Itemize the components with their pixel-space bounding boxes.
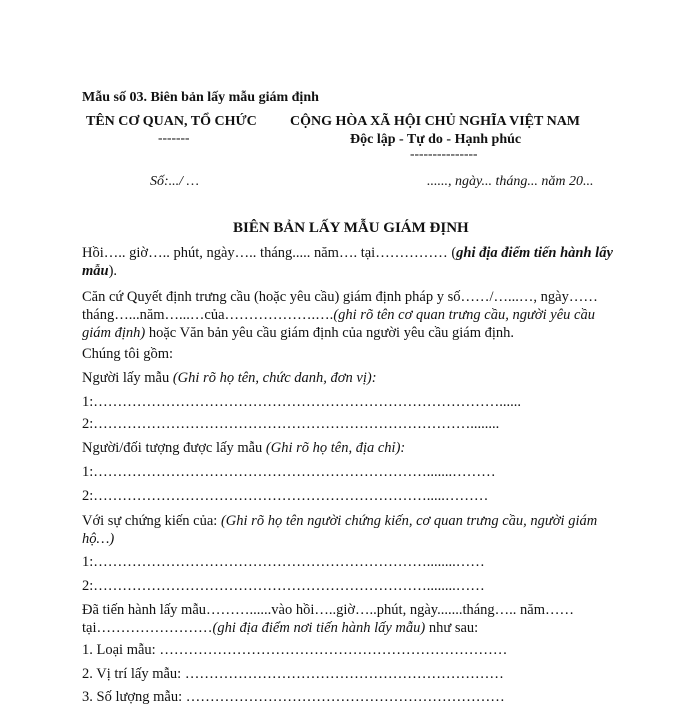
witness-line-2: 2:……………………………………………………………........…… — [82, 578, 485, 594]
document-title: BIÊN BẢN LẤY MẪU GIÁM ĐỊNH — [233, 220, 469, 236]
item-sample-location: 2. Vị trí lấy mẫu: ………………………………………………………… — [82, 666, 504, 682]
witness-label: Với sự chứng kiến của: — [82, 513, 221, 529]
done-end: như sau: — [425, 620, 479, 636]
subject-line-2: 2:…………………………………………………………….....……… — [82, 488, 489, 504]
p1-hint: ghi địa điểm tiến hành lấy mẫu — [82, 245, 613, 279]
p1-text: Hồi….. giờ….. phút, ngày….. tháng..... năm…. tại…………… ( — [82, 245, 457, 261]
paragraph-we-include: Chúng tôi gồm: — [82, 346, 174, 362]
document-number: Số:.../ … — [150, 174, 199, 189]
sampler-line-2: 2:……………………………………………………………………........ — [82, 416, 500, 432]
item-sample-quantity: 3. Số lượng mẫu: ………………………………………………………… — [82, 689, 505, 705]
motto: Độc lập - Tự do - Hạnh phúc — [350, 132, 522, 147]
sampler-heading — [82, 370, 377, 387]
p2-hint: (ghi rõ tên cơ quan trưng cầu, người yêu cầu giám định) — [82, 307, 595, 341]
witness-hint: (Ghi rõ họ tên người chứng kiến, cơ quan trưng cầu, người giám hộ…) — [82, 513, 598, 547]
sampler-label: Người lấy mẫu — [82, 370, 173, 386]
subject-heading — [82, 440, 405, 457]
document-date: ......, ngày... tháng... năm 20... — [427, 174, 594, 189]
item-sample-type: 1. Loại mẫu: ……………………………………………………………… — [82, 642, 508, 658]
done-text: Đã tiến hành lấy mẫu………......vào hồi…..giờ…..phút, ngày.......tháng….. năm…… tại…………………… — [82, 602, 575, 636]
paragraph-legal-basis — [82, 288, 614, 342]
motto-rule: --------------- — [410, 146, 478, 161]
sampler-line-1: 1:…………………………………………………………………………...... — [82, 394, 522, 410]
p2-text: Căn cứ Quyết định trưng cầu (hoặc yêu cầu) giám định pháp y số……/…...…, ngày…… tháng…...năm…...…của……………….…. — [82, 289, 598, 323]
form-number: Mẫu số 03. Biên bản lấy mẫu giám định — [82, 90, 319, 105]
p1-end: ). — [108, 263, 118, 279]
nation-name: CỘNG HÒA XÃ HỘI CHỦ NGHĨA VIỆT NAM — [290, 114, 581, 129]
sampler-hint: (Ghi rõ họ tên, chức danh, đơn vị): — [172, 370, 377, 386]
witness-heading — [82, 512, 614, 548]
paragraph-time-place — [82, 244, 614, 280]
subject-label: Người/đối tượng được lấy mẫu — [82, 440, 266, 456]
subject-line-1: 1:…………………………………………………………….......……… — [82, 464, 496, 480]
witness-line-1: 1:……………………………………………………………........…… — [82, 554, 485, 570]
done-hint: (ghi địa điểm nơi tiến hành lấy mẫu) — [212, 620, 426, 636]
p2-end: hoặc Văn bản yêu cầu giám định của người yêu cầu giám định. — [145, 325, 515, 341]
org-rule: ------- — [158, 130, 190, 145]
paragraph-sampling-done — [82, 601, 614, 637]
subject-hint: (Ghi rõ họ tên, địa chỉ): — [265, 440, 406, 456]
org-name: TÊN CƠ QUAN, TỔ CHỨC — [86, 114, 257, 129]
